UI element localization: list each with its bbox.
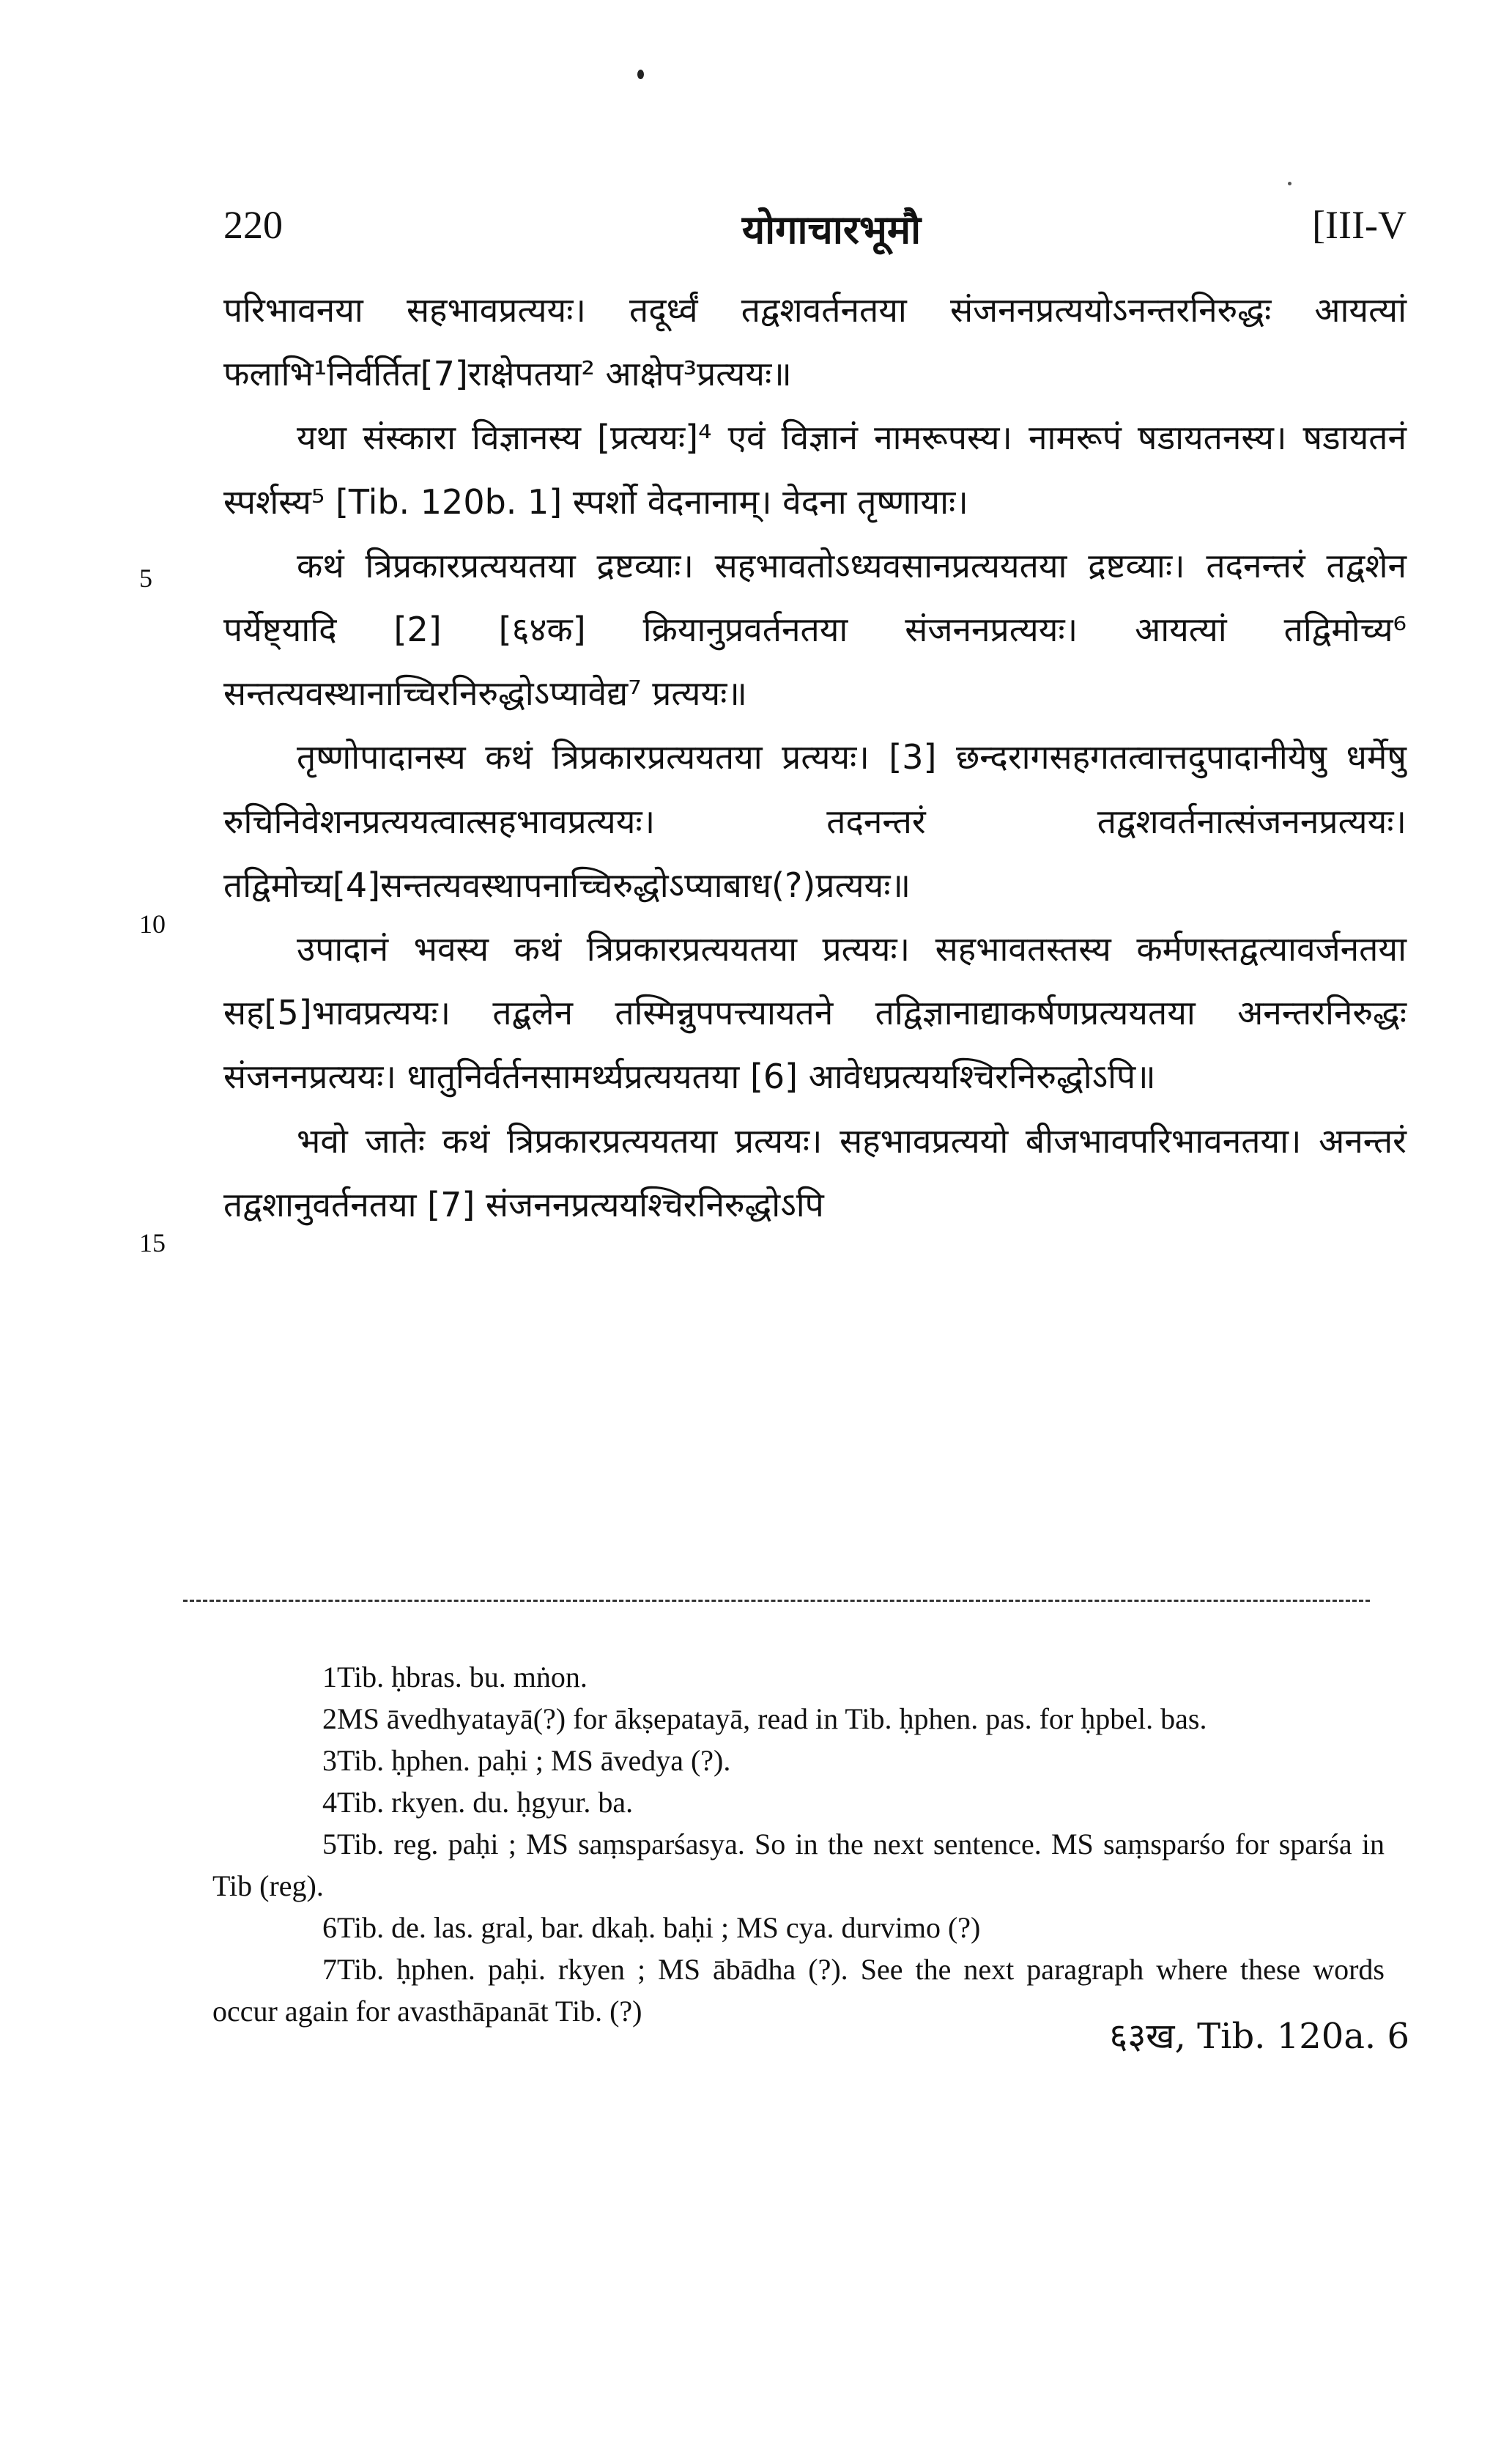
page-number: 220 (223, 203, 283, 247)
footnote-text: Tib. ḥbras. bu. mṅon. (337, 1660, 588, 1693)
line-number: 15 (139, 1228, 166, 1257)
footnote (212, 1740, 1385, 1781)
paragraph: तृष्णोपादानस्य कथं त्रिप्रकारप्रत्ययतया प्रत्ययः। [3] छन्दरागसहगतत्वात्तदुपादानीयेषु धर्मेषु रुचिनिवेशनप्रत्ययत्वात्सहभावप्रत्ययः। तदनन्तरं तद्वशवर्तनात्संजननप्रत्ययः। तद्विमोच्य[4]सन्तत्यवस्थापनाच्चिरुद्धोऽप्याबाध(?)प्रत्ययः॥ (223, 737, 1407, 905)
footnote (212, 1823, 1385, 1907)
footnote-text: Tib. ḥphen. paḥi ; MS āvedya (?). (337, 1744, 731, 1777)
footnotes (212, 1656, 1385, 2032)
footnote-number: 2 (322, 1702, 337, 1735)
footnote (212, 1781, 1385, 1823)
page-header (223, 198, 1407, 264)
footnote-number: 6 (322, 1911, 337, 1944)
footnote-number: 3 (322, 1744, 337, 1777)
section-reference: [III-V (1312, 203, 1407, 247)
footnote-text: MS āvedhyatayā(?) for ākṣepatayā, read in Tib. ḥphen. pas. for ḥpbel. bas. (337, 1702, 1207, 1735)
footnote-number: 1 (322, 1660, 337, 1693)
footnote-number: 4 (322, 1786, 337, 1819)
footnote (212, 1656, 1385, 1698)
line-number: 5 (139, 564, 152, 593)
paragraph: उपादानं भवस्य कथं त्रिप्रकारप्रत्ययतया प्रत्ययः। सहभावतस्तस्य कर्मणस्तद्वत्यावर्जनतया सह[5]भावप्रत्ययः। तद्बलेन तस्मिन्नुपपत्त्यायतने तद्विज्ञानाद्याकर्षणप्रत्ययतया अनन्तरनिरुद्धः संजननप्रत्ययः। धातुनिर्वर्तनसामर्थ्यप्रत्ययतया [6] आवेधप्रत्ययश्चिरनिरुद्धोऽपि॥ (223, 929, 1407, 1097)
paragraph: भवो जातेः कथं त्रिप्रकारप्रत्ययतया प्रत्ययः। सहभावप्रत्ययो बीजभावपरिभावनतया। अनन्तरं तद्वशानुवर्तनतया [7] संजननप्रत्ययश्चिरनिरुद्धोऽपि (223, 1120, 1407, 1224)
footnote-text: Tib. reg. paḥi ; MS saṃsparśasya. So in the next sentence. MS saṃsparśo for sparśa in Tib (reg). (212, 1828, 1385, 1902)
footnote (212, 1907, 1385, 1948)
paragraph: परिभावनया सहभावप्रत्ययः। तदूर्ध्वं तद्वशवर्तनतया संजननप्रत्ययोऽनन्तरनिरुद्धः आयत्यां फलाभि¹निर्वर्तित[7]राक्षेपतया² आक्षेप³प्रत्ययः॥ (223, 290, 1407, 394)
footnote-text: Tib. rkyen. du. ḥgyur. ba. (337, 1786, 634, 1819)
paragraph: कथं त्रिप्रकारप्रत्ययतया द्रष्टव्याः। सहभावतोऽध्यवसानप्रत्ययतया द्रष्टव्याः। तदनन्तरं तद्वशेन पर्येष्ट्यादि [2] [६४क] क्रियानुप्रवर्तनतया संजननप्रत्ययः। आयत्यां तद्विमोच्य⁶ सन्तत्यवस्थानाच्चिरनिरुद्धोऽप्यावेद्य⁷ प्रत्ययः॥ (223, 545, 1407, 714)
footnote-separator (183, 1600, 1370, 1604)
ink-speck (637, 70, 644, 79)
paragraph: यथा संस्कारा विज्ञानस्य [प्रत्ययः]⁴ एवं विज्ञानं नामरूपस्य। नामरूपं षडायतनस्य। षडायतनं स्पर्शस्य⁵ [Tib. 120b. 1] स्पर्शो वेदनानाम्। वेदना तृष्णायाः। (223, 418, 1407, 522)
footnote-text: Tib. ḥphen. paḥi. rkyen ; MS ābādha (?). See the next paragraph where these words occur again for avasthāpanāt Tib. (?) (212, 1953, 1385, 2028)
footnote-text: Tib. de. las. gral, bar. dkaḥ. baḥi ; MS cya. durvimo (?) (337, 1911, 981, 1944)
footnote (212, 1698, 1385, 1740)
ink-speck (1288, 182, 1292, 185)
folio-reference: ६३ख, Tib. 120a. 6 (1109, 2016, 1409, 2057)
main-text (223, 278, 1407, 1237)
running-title: योगाचारभूमौ (741, 207, 922, 253)
footnote-number: 5 (322, 1828, 337, 1861)
line-number: 10 (139, 909, 166, 939)
footnote-number: 7 (322, 1953, 337, 1986)
